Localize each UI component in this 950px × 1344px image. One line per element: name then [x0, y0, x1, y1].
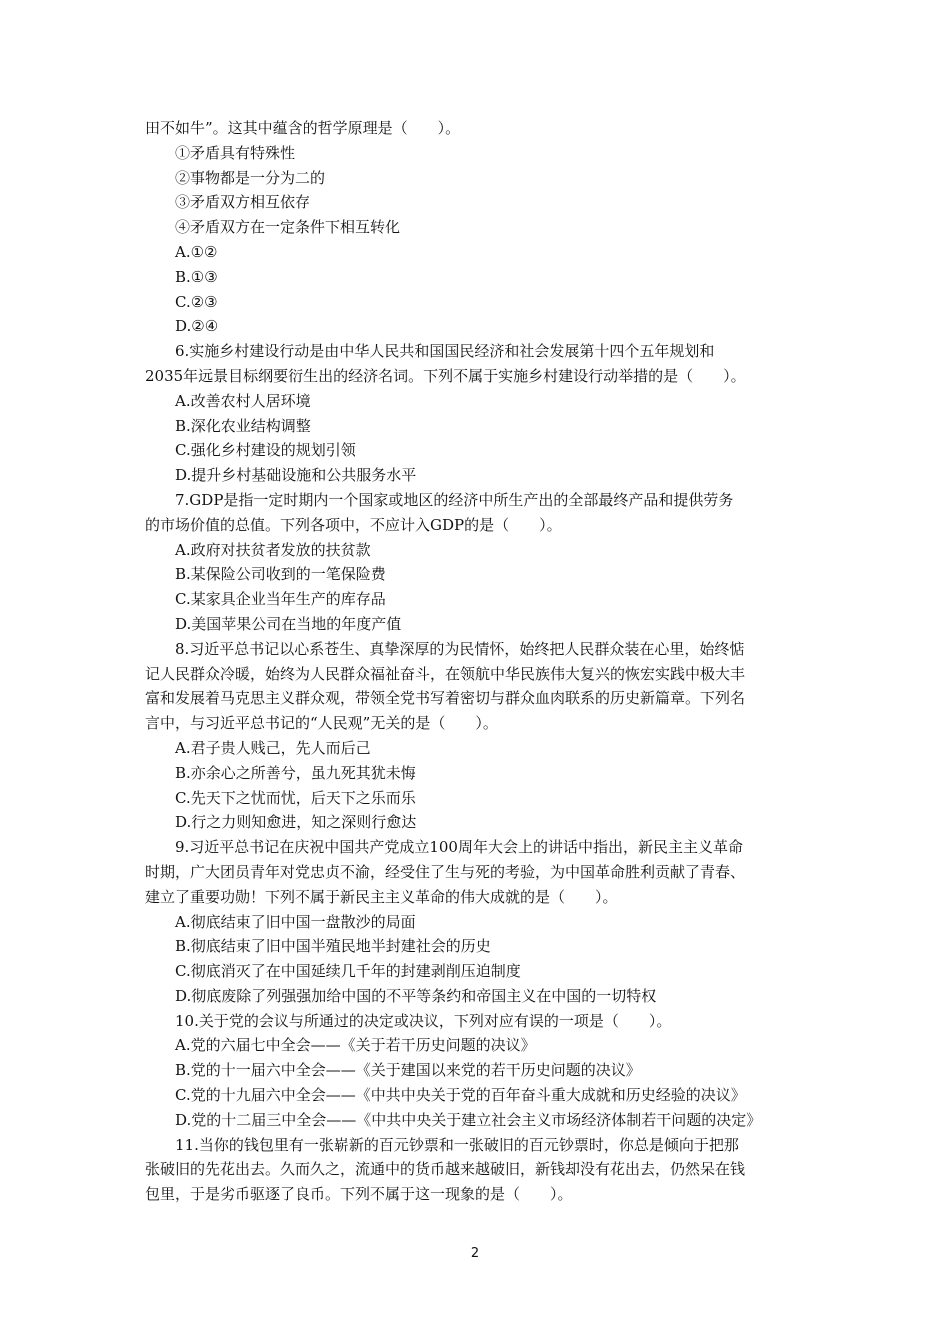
text-line: D.彻底废除了列强强加给中国的不平等条约和帝国主义在中国的一切特权: [175, 986, 657, 1005]
text-line: 建立了重要功勋！下列不属于新民主主义革命的伟大成就的是（ ）。: [145, 887, 618, 906]
text-line: ①矛盾具有特殊性: [175, 143, 296, 162]
text-line: A.党的六届七中全会——《关于若干历史问题的决议》: [175, 1036, 536, 1055]
text-line: ②事物都是一分为二的: [175, 168, 326, 187]
text-line: 9.习近平总书记在庆祝中国共产党成立100周年大会上的讲话中指出，新民主主义革命: [175, 838, 743, 857]
text-line: 8.习近平总书记以心系苍生、真挚深厚的为民情怀，始终把人民群众装在心里，始终惦: [175, 639, 745, 658]
text-line: ③矛盾双方相互依存: [175, 193, 311, 212]
text-line: 时期，广大团员青年对党忠贞不渝，经受住了生与死的考验，为中国革命胜利贡献了青春、: [145, 862, 746, 881]
text-line: 包里，于是劣币驱逐了良币。下列不属于这一现象的是（ ）。: [145, 1185, 573, 1204]
text-line: D.美国苹果公司在当地的年度产值: [175, 614, 402, 633]
text-line: 7.GDP是指一定时期内一个国家或地区的经济中所生产出的全部最终产品和提供劳务: [175, 490, 734, 509]
page-number: 2: [470, 1246, 480, 1261]
text-line: A.彻底结束了旧中国一盘散沙的局面: [175, 912, 416, 931]
text-line: B.彻底结束了旧中国半殖民地半封建社会的历史: [175, 937, 491, 956]
text-line: B.深化农业结构调整: [175, 416, 311, 435]
text-line: B.党的十一届六中全会——《关于建国以来党的若干历史问题的决议》: [175, 1061, 641, 1080]
text-line: B.某保险公司收到的一笔保险费: [175, 565, 386, 584]
text-line: ④矛盾双方在一定条件下相互转化: [175, 218, 401, 237]
text-line: C.强化乡村建设的规划引领: [175, 441, 356, 460]
text-line: 2035年远景目标纲要衍生出的经济名词。下列不属于实施乡村建设行动举措的是（ ）。: [145, 366, 746, 385]
text-line: B.亦余心之所善兮，虽九死其犹未悔: [175, 763, 416, 782]
text-line: B.①③: [175, 267, 218, 286]
text-line: 11.当你的钱包里有一张崭新的百元钞票和一张破旧的百元钞票时，你总是倾向于把那: [175, 1135, 739, 1154]
text-line: C.②③: [175, 292, 218, 311]
text-line: D.党的十二届三中全会——《中共中央关于建立社会主义市场经济体制若干问题的决定》: [175, 1110, 762, 1129]
text-line: 10.关于党的会议与所通过的决定或决议，下列对应有误的一项是（ ）。: [175, 1011, 672, 1030]
text-line: C.先天下之忧而忧，后天下之乐而乐: [175, 788, 416, 807]
text-line: 的市场价值的总值。下列各项中，不应计入GDP的是（ ）。: [145, 515, 562, 534]
document-body: [145, 116, 809, 1207]
text-line: A.君子贵人贱己，先人而后己: [175, 738, 371, 757]
text-line: A.改善农村人居环境: [175, 391, 311, 410]
text-line: D.行之力则知愈进，知之深则行愈达: [175, 813, 417, 832]
text-line: 田不如牛”。这其中蕴含的哲学原理是（ ）。: [145, 119, 461, 137]
text-line: A.①②: [175, 242, 218, 261]
text-line: C.彻底消灭了在中国延续几千年的封建剥削压迫制度: [175, 962, 521, 981]
text-line: C.某家具企业当年生产的库存品: [175, 590, 386, 609]
text-line: 富和发展着马克思主义群众观，带领全党书写着密切与群众血肉联系的历史新篇章。下列名: [145, 689, 746, 708]
text-line: C.党的十九届六中全会——《中共中央关于党的百年奋斗重大成就和历史经验的决议》: [175, 1086, 746, 1105]
text-line: D.提升乡村基础设施和公共服务水平: [175, 466, 417, 485]
text-line: D.②④: [175, 317, 219, 336]
text-line: 6.实施乡村建设行动是由中华人民共和国国民经济和社会发展第十四个五年规划和: [175, 342, 715, 361]
text-line: 记人民群众冷暖，始终为人民群众福祉奋斗，在领航中华民族伟大复兴的恢宏实践中极大丰: [145, 664, 746, 683]
text-line: 言中，与习近平总书记的“人民观”无关的是（ ）。: [145, 714, 498, 733]
text-line: A.政府对扶贫者发放的扶贫款: [175, 540, 371, 559]
text-line: 张破旧的先花出去。久而久之，流通中的货币越来越破旧，新钱却没有花出去，仍然呆在钱: [145, 1160, 746, 1179]
